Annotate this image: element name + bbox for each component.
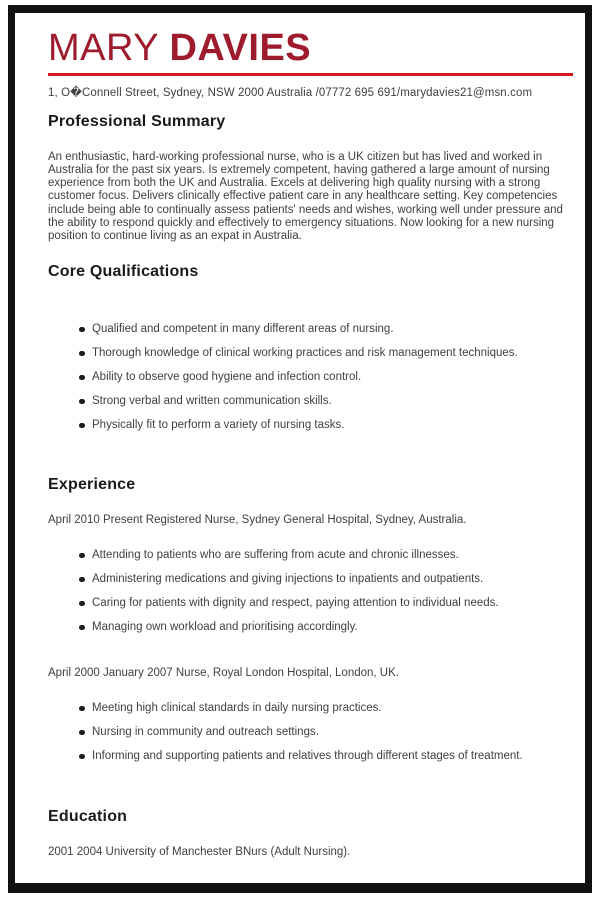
qualifications-list <box>48 323 573 432</box>
job-duty-item: Caring for patients with dignity and respect, paying attention to individual needs. <box>79 597 573 610</box>
section-professional-summary <box>48 113 573 243</box>
job-duty-item: Attending to patients who are suffering from acute and chronic illnesses. <box>79 549 573 562</box>
job-title: April 2010 Present Registered Nurse, Sydney General Hospital, Sydney, Australia. <box>48 514 467 527</box>
job-duty-item: Informing and supporting patients and relatives through different stages of treatment. <box>79 750 573 763</box>
qualification-item: Qualified and competent in many different areas of nursing. <box>79 323 573 336</box>
contact-line: 1, O�Connell Street, Sydney, NSW 2000 Australia /07772 695 691/marydavies21@msn.com <box>48 86 533 99</box>
job-duty-item: Nursing in community and outreach settings. <box>79 726 573 739</box>
qualification-item: Physically fit to perform a variety of nursing tasks. <box>79 419 573 432</box>
qualification-item: Thorough knowledge of clinical working practices and risk management techniques. <box>79 347 573 360</box>
summary-heading: Professional Summary <box>48 112 226 130</box>
job-duty-item: Managing own workload and prioritising accordingly. <box>79 621 573 634</box>
qualification-item: Ability to observe good hygiene and infection control. <box>79 371 573 384</box>
name-last: DAVIES <box>169 27 312 69</box>
job-duty-item: Administering medications and giving injections to inpatients and outpatients. <box>79 573 573 586</box>
job-duties-list <box>48 549 573 634</box>
experience-heading: Experience <box>48 476 136 494</box>
summary-paragraph: An enthusiastic, hard-working professional nurse, who is a UK citizen but has lived and worked in Australia for the past six years. Is extremely competent, having gathered a large amount of nursing experience from both the UK and Australia. Excels at delivering high quality nursing with a strong customer focus. Delivers clinically effective patient care in any healthcare setting. Key competencies include being able to continually assess patients' needs and wishes, working well under pressure and the ability to respond quickly and effectively to emergency situations. Now looking for a new nursing position to continue living as an expat in Australia. <box>48 150 563 242</box>
resume-content <box>15 13 585 858</box>
resume-header <box>48 29 573 76</box>
section-experience <box>48 476 573 763</box>
qualifications-heading: Core Qualifications <box>48 263 199 281</box>
qualification-item: Strong verbal and written communication skills. <box>79 395 573 408</box>
section-core-qualifications <box>48 263 573 432</box>
job-duty-item: Meeting high clinical standards in daily nursing practices. <box>79 702 573 715</box>
page-frame <box>8 5 592 893</box>
job-duties-list <box>48 702 573 763</box>
name-first: MARY <box>48 27 159 69</box>
section-education <box>48 808 573 858</box>
name-heading <box>48 29 573 68</box>
education-heading: Education <box>48 808 128 826</box>
job-title: April 2000 January 2007 Nurse, Royal London Hospital, London, UK. <box>48 667 399 680</box>
education-entry: 2001 2004 University of Manchester BNurs (Adult Nursing). <box>48 846 351 859</box>
